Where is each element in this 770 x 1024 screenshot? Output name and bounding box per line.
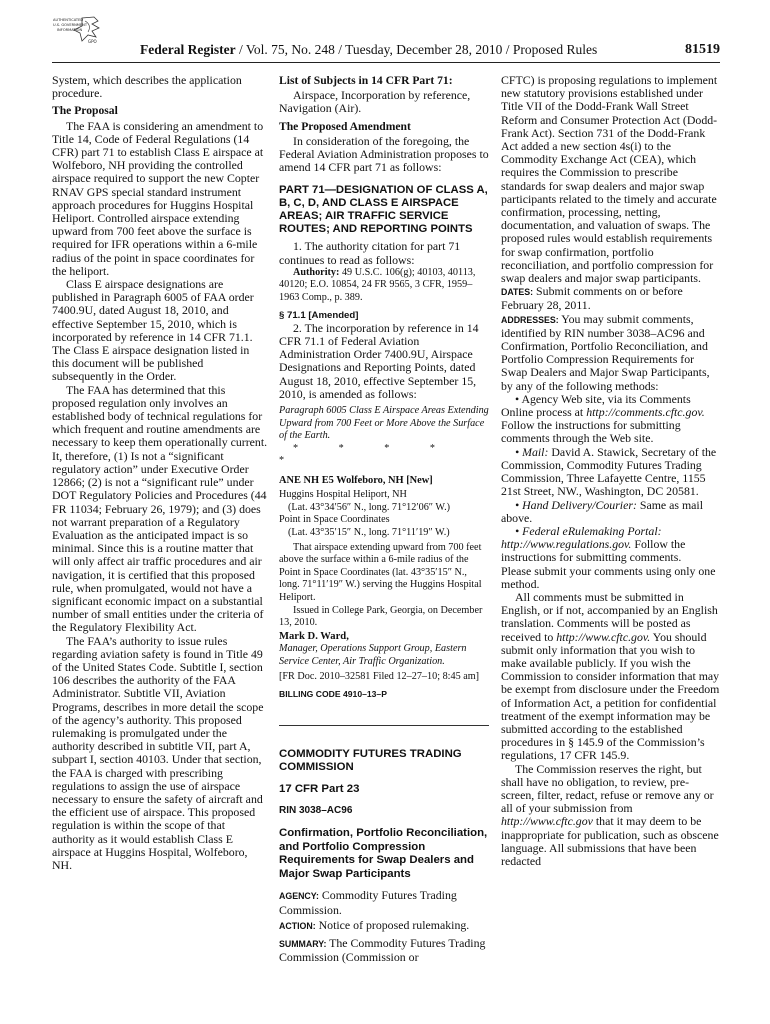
page-number: 81519 [685,42,720,57]
authority-citation [279,267,489,305]
bullet-erulemaking-text: Follow the instructions for submitting comments. [501,537,686,565]
running-header [140,42,720,60]
all-comments-text-2: You should submit only information that you wish to make available publicly. If you wish the Commission to consider information that may be exempt from disclosure under the Freedom of Information Act, a petition for confidential treatment of the exempt information may be submitted according to the established procedures in § 145.9 of the Commission’s regulations, 17 CFR 145.9. [501,629,720,763]
publication-title: Federal Register [140,42,236,57]
issued-text: Issued in College Park, Georgia, on December 13, 2010. [279,604,483,629]
seal-text-2: U.S. GOVERNMENT [53,23,88,27]
cftc-link[interactable]: http://www.cftc.gov. [556,629,651,644]
paragraph-all-comments [501,591,720,763]
dates-text: Submit comments on or before February 28, 2011. [501,284,683,313]
section-heading-proposal: The Proposal [52,104,118,118]
paragraph: System, which describes the application procedure. [52,73,242,101]
paragraph: Class E airspace designations are published in Paragraph 6005 of FAA order 7400.9U, dated August 18, 2010, and effective September 15, 2010, which is incorporated by reference in 14 CFR 71.1. The Class E airspace designation listed in this document will be published subsequently in the Order. [52,277,254,384]
seal-text-3: INFORMATION [57,28,83,32]
authority-text: 49 U.S.C. 106(g); 40103, 40113, 40120; E.O. 10854, 24 FR 9565, 3 CFR, 1959–1963 Comp., p. 389. [279,266,476,304]
paragraph: The FAA’s authority to issue rules regarding aviation safety is found in Title 49 of the United States Code. Subtitle I, section 106 describes the authority of the FAA Administrator. Subtitle VII, Aviation Programs, describes in more detail the scope of the agency’s authority. This proposed rulemaking is promulgated under the authority described in subtitle VII, part A, subpart I, section 40103. Under that section, the FAA is charged with prescribing regulations to assign the use of airspace necessary to ensure the safety of aircraft and the efficient use of airspace. This proposed regulation is within the scope of that authority as it would establish Class E airspace at Huggins Hospital, Wolfeboro, NH. [52,633,264,872]
column-1 [52,74,268,872]
dates-line [501,285,720,312]
agency-label: AGENCY: [279,891,319,902]
addresses-text: You may submit comments, identified by RIN number 3038–AC96 and Confirmation, Portfolio Reconciliation, and Portfolio Compression Requirements for Swap Dealers and Major Swap Participants, by any of the following methods: [501,311,710,393]
signer-name: Mark D. Ward, [279,630,349,642]
fr-doc: [FR Doc. 2010–32581 Filed 12–27–10; 8:45 am] [279,671,480,683]
agency-text: Commodity Futures Trading Commission. [279,888,457,917]
comments-link[interactable]: http://comments.cftc.gov. [586,405,705,420]
addresses-line [501,313,720,393]
summary-text: The Commodity Futures Trading Commission (Commission or [279,936,486,965]
bullet-hand-delivery [501,499,720,525]
bullet-hand-delivery-label: • Hand Delivery/Courier: [515,497,637,512]
rin-label: RIN 3038–AC96 [279,805,353,817]
summary-label: SUMMARY: [279,939,327,950]
cfr-part-heading: 17 CFR Part 23 [279,782,360,795]
list-of-subjects-heading: List of Subjects in 14 CFR Part 71: [279,74,453,87]
bullet-web-site-text: • Agency Web site, via its Comments Online process at [501,391,691,420]
point-in-space-name: Point in Space Coordinates [279,514,390,526]
column-2 [279,74,489,964]
agency-line [279,889,489,916]
paragraph: Airspace, Incorporation by reference, Navigation (Air). [279,88,471,116]
paragraph: The FAA has determined that this proposed regulation only involves an established body of technical regulations for which frequent and routine amendments are necessary to keep them operationally current. It, therefore, (1) Is not a “significant regulatory action” under Executive Order 12866; (2) is not a “significant rule” under DOT Regulatory Policies and Procedures (44 FR 11034; February 26, 1979); and (3) does not warrant preparation of a Regulatory Evaluation as the anticipated impact is so minimal. Since this is a routine matter that will only affect air traffic procedures and air navigation, it is certified that this proposed rule, when promulgated, would not have a significant economic impact on a substantial number of small entities under the criteria of the Regulatory Flexibility Act. [52,382,268,635]
summary-continued: CFTC) is proposing regulations to implement new statutory provisions established under Title VII of the Dodd-Frank Wall Street Reform and Consumer Protection Act (Dodd-Frank Act). Section 731 of the Dodd-Frank Act added a new section 4s(i) to the Commodity Exchange Act (CEA), which requires the Commission to prescribe standards for swap dealers and major swap participants related to the timely and accurate confirmation, processing, netting, documentation, and valuation of swaps. The proposed rules would establish requirements for swap confirmation, portfolio reconciliation, and portfolio compression for swap dealers and major swap participants. [501,73,718,286]
heliport-coords: (Lat. 43°34′56″ N., long. 71°12′06″ W.) [288,501,451,513]
part-71-heading: PART 71—DESIGNATION OF CLASS A, B, C, D, AND CLASS E AIRSPACE AREAS; AIR TRAFFIC SERVICE ROUTES; AND REPORTING POINTS [279,184,488,236]
action-line [279,919,489,933]
ane-nh-e5-heading: ANE NH E5 Wolfeboro, NH [New] [279,475,433,486]
header-rule [52,62,720,63]
proposed-amendment-heading: The Proposed Amendment [279,119,411,133]
authority-label: Authority: [293,266,340,278]
reserves-text: The Commission reserves the right, but shall have no obligation, to review, pre-screen, filter, redact, refuse or remove any or all of your submission from [501,761,714,816]
document-divider [279,725,489,726]
bullet-mail-label: • Mail: [515,444,549,459]
cftc-link-2[interactable]: http://www.cftc.gov [501,814,593,829]
action-text: Notice of proposed rulemaking. [315,917,470,932]
seal-text-1: AUTHENTICATED [53,18,84,22]
bullet-mail-text: David A. Stawick, Secretary of the Commission, Commodity Futures Trading Commission, Three Lafayette Centre, 1155 21st Street, NW., Washington, DC 20581. [501,444,717,499]
bullet-erulemaking [501,525,720,565]
rule-title: Confirmation, Portfolio Reconciliation, and Portfolio Compression Requirements for Swap Dealers and Major Swap Participants [279,827,488,880]
addresses-label: ADDRESSES: [501,314,559,325]
reserves-text-2: that it may deem to be inappropriate for publication, such as obscene language. All submissions that have been redacted [501,814,719,868]
bullet-web-site [501,393,720,446]
stars: * * * * * [279,442,455,467]
billing-code: BILLING CODE 4910–13–P [279,688,387,699]
issue-info: / Vol. 75, No. 248 / Tuesday, December 28, 2010 / Proposed Rules [235,42,598,57]
section-71-1-label: § 71.1 [Amended] [279,309,359,321]
paragraph: 1. The authority citation for part 71 continues to read as follows: [279,239,461,267]
seal-text-4: GPO [88,39,97,44]
summary-line [279,937,489,964]
agency-heading: COMMODITY FUTURES TRADING COMMISSION [279,747,462,774]
bullet-hand-delivery-text: Same as mail above. [501,497,704,525]
bullet-web-site-text-2: Follow the instructions for submitting comments through the Web site. [501,418,681,446]
gpo-authenticated-seal-icon [52,15,116,45]
heliport-name: Huggins Hospital Heliport, NH [279,489,407,501]
paragraph-6005 [279,405,489,443]
regulations-link[interactable]: • Federal eRulemaking Portal: http://www.regulations.gov. [501,523,662,552]
bullet-mail [501,446,720,499]
column-3 [501,74,720,868]
paragraph: Please submit your comments using only one method. [501,563,716,591]
paragraph: 2. The incorporation by reference in 14 CFR 71.1 of Federal Aviation Administration Order 7400.9U, Airspace Designations and Reporting Points, dated August 18, 2010, effective September 15, 2010, is amended as follows: [279,320,479,401]
action-label: ACTION: [279,920,316,931]
paragraph: In consideration of the foregoing, the Federal Aviation Administration proposes to amend 14 CFR part 71 as follows: [279,133,489,175]
signer-title-text: Manager, Operations Support Group, Eastern Service Center, Air Traffic Organization. [279,642,467,667]
all-comments-text: All comments must be submitted in English, or if not, accompanied by an English translation. Comments will be posted as received to [501,589,718,644]
point-in-space-coords: (Lat. 43°35′15″ N., long. 71°11′19″ W.) [288,526,450,538]
dates-label: DATES: [501,287,534,298]
paragraph: The FAA is considering an amendment to Title 14, Code of Federal Regulations (14 CFR) part 71 to establish Class E airspace at Wolfeboro, NH providing the controlled airspace required to support the new Copter RNAV GPS special standard instrument approach procedures for Huggins Hospital Heliport. Controlled airspace extending upward from 700 feet above the surface is required for IFR operations within a 6-mile radius of the point in space coordinates for the heliport. [52,118,264,278]
airspace-description: That airspace extending upward from 700 feet above the surface within a 6-mile radius of the Point in Space Coordinates (lat. 43°35′15″ N., long. 71°11′19″ W.) serving the Huggins Hospital Heliport. [279,541,482,603]
signer-title [279,643,489,668]
paragraph-reserves [501,763,720,869]
paragraph-6005-text: Paragraph 6005 Class E Airspace Areas Extending Upward from 700 Feet or More Above the Surface of the Earth. [279,405,489,442]
